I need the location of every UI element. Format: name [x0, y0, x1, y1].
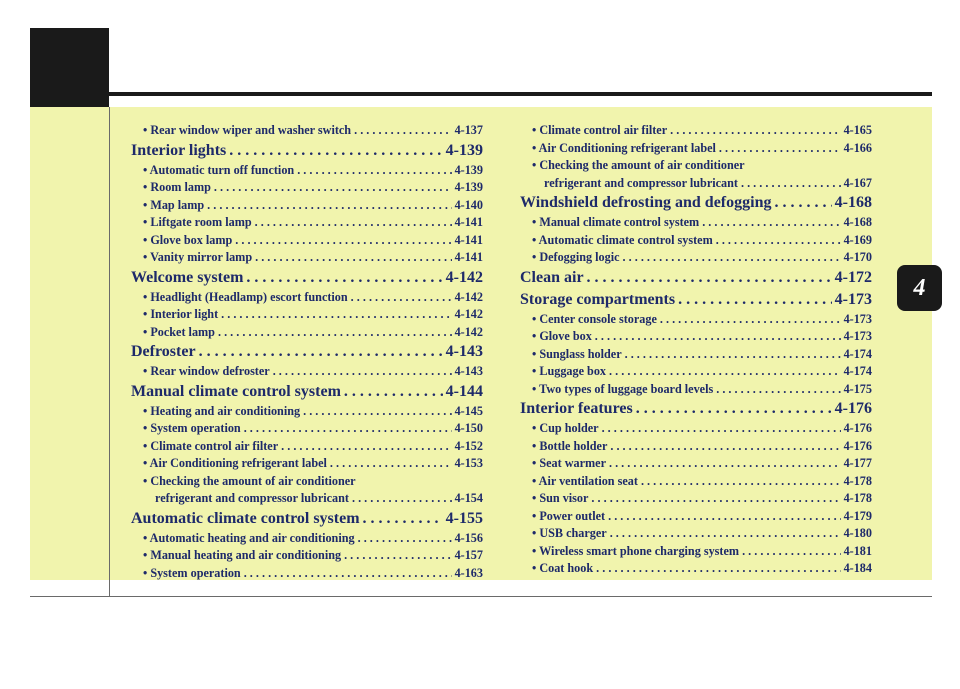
toc-leader-dots	[344, 383, 443, 401]
toc-entry-label: • Automatic heating and air conditioning	[143, 530, 355, 545]
toc-entry-label: • Power outlet	[532, 508, 606, 523]
toc-leader-dots	[625, 347, 841, 362]
toc-page-number: 4-139	[454, 180, 483, 194]
toc-entry[interactable]	[131, 474, 483, 492]
toc-leader-dots	[609, 364, 841, 379]
toc-entry-label: • Rear window defroster	[143, 364, 270, 378]
toc-leader-dots	[221, 307, 451, 322]
toc-page-number: 4-173	[843, 311, 872, 326]
toc-entry[interactable]	[520, 233, 872, 251]
toc-leader-dots	[358, 531, 452, 546]
chapter-corner-block	[30, 28, 109, 107]
toc-entry-label: • Cup holder	[532, 421, 599, 435]
toc-entry[interactable]	[131, 325, 483, 343]
toc-entry[interactable]	[131, 531, 483, 549]
toc-entry-label: Interior lights	[131, 141, 227, 159]
toc-leader-dots	[641, 474, 841, 489]
toc-page-number: 4-178	[843, 473, 872, 488]
toc-page-number: 4-173	[843, 329, 872, 343]
toc-entry-label: Clean air	[520, 268, 584, 286]
toc-page-number: 4-176	[834, 400, 872, 417]
toc-entry[interactable]	[520, 123, 872, 141]
toc-page-number: 4-184	[843, 561, 872, 575]
toc-page-number: 4-167	[843, 175, 872, 190]
toc-leader-dots	[716, 382, 840, 397]
toc-entry-label: • Luggage box	[532, 364, 607, 378]
toc-leader-dots	[351, 290, 452, 305]
toc-page-number: 4-176	[843, 438, 872, 453]
toc-page-number: 4-142	[454, 307, 483, 321]
toc-entry[interactable]	[520, 474, 872, 492]
toc-page-number: 4-172	[834, 268, 872, 286]
toc-entry[interactable]	[131, 215, 483, 233]
toc-section-entry[interactable]	[520, 194, 872, 215]
toc-entry[interactable]	[520, 544, 872, 562]
toc-page-number: 4-137	[454, 123, 483, 137]
toc-page-number: 4-173	[834, 290, 872, 308]
toc-entry-label: Defroster	[131, 343, 196, 360]
toc-leader-dots	[670, 123, 840, 138]
toc-section-entry[interactable]	[131, 269, 483, 290]
toc-page-number: 4-152	[454, 438, 483, 453]
toc-leader-dots	[344, 548, 451, 563]
toc-entry-label: • Rear window wiper and washer switch	[143, 123, 352, 137]
toc-entry-label: • Pocket lamp	[143, 324, 215, 339]
toc-page-number: 4-168	[843, 215, 872, 229]
toc-entry-label: • USB charger	[532, 526, 607, 540]
toc-entry-label: • Interior light	[143, 307, 219, 321]
toc-entry[interactable]	[520, 509, 872, 527]
toc-leader-dots	[741, 176, 841, 191]
toc-page-number: 4-180	[843, 526, 872, 540]
toc-entry-label: refrigerant and compressor lubricant	[544, 175, 738, 190]
toc-entry[interactable]	[520, 561, 872, 579]
footer-rule	[30, 596, 932, 597]
toc-entry[interactable]	[520, 250, 872, 268]
toc-leader-dots	[587, 269, 832, 287]
toc-page-number: 4-163	[454, 565, 483, 580]
toc-page-number: 4-141	[454, 232, 483, 247]
toc-entry-label: • Vanity mirror lamp	[143, 250, 253, 264]
toc-entry[interactable]	[520, 439, 872, 457]
toc-entry-label: Automatic climate control system	[131, 509, 360, 527]
toc-entry-label: • Glove box	[532, 329, 592, 343]
toc-leader-dots	[596, 561, 840, 576]
toc-entry[interactable]	[520, 176, 872, 194]
toc-page-number: 4-174	[843, 364, 872, 378]
toc-section-entry[interactable]	[131, 343, 483, 364]
toc-entry-label: Interior features	[520, 400, 633, 417]
toc-leader-dots	[719, 141, 841, 156]
toc-leader-dots	[623, 250, 841, 265]
toc-entry-label: Storage compartments	[520, 290, 676, 308]
toc-leader-dots	[742, 544, 841, 559]
toc-entry[interactable]	[520, 526, 872, 544]
toc-leader-dots	[702, 215, 840, 230]
toc-entry-label: • Sun visor	[532, 491, 589, 505]
toc-entry[interactable]	[520, 491, 872, 509]
toc-entry-label: • System operation	[143, 565, 241, 580]
toc-page-number: 4-141	[454, 215, 483, 229]
toc-section-entry[interactable]	[131, 510, 483, 531]
toc-entry-label: • Seat warmer	[532, 456, 606, 470]
toc-entry-label: • Glove box lamp	[143, 232, 233, 247]
toc-entry[interactable]	[131, 307, 483, 325]
header-rule	[109, 92, 932, 96]
toc-leader-dots	[229, 142, 442, 160]
toc-entry-label: • Manual climate control system	[532, 215, 700, 229]
toc-entry[interactable]	[131, 566, 483, 584]
toc-leader-dots	[660, 312, 841, 327]
toc-leader-dots	[330, 456, 452, 471]
toc-leader-dots	[591, 491, 840, 506]
toc-entry[interactable]	[131, 198, 483, 216]
toc-entry[interactable]	[520, 329, 872, 347]
toc-page-number: 4-142	[454, 324, 483, 339]
toc-page-number: 4-170	[843, 250, 872, 264]
toc-entry[interactable]	[520, 421, 872, 439]
toc-entry[interactable]	[131, 491, 483, 509]
toc-page-number: 4-176	[843, 421, 872, 435]
toc-entry[interactable]	[131, 421, 483, 439]
toc-entry-label: • Heating and air conditioning	[143, 403, 301, 418]
toc-page-number: 4-174	[843, 346, 872, 361]
toc-page-number: 4-140	[454, 197, 483, 212]
toc-leader-dots	[636, 400, 832, 418]
margin-divider	[109, 107, 110, 597]
toc-entry[interactable]	[520, 312, 872, 330]
toc-entry[interactable]	[131, 548, 483, 566]
toc-leader-dots	[297, 163, 451, 178]
toc-leader-dots	[774, 194, 831, 212]
toc-page-number: 4-144	[445, 382, 483, 400]
toc-page-number: 4-141	[454, 250, 483, 264]
toc-leader-dots	[608, 509, 840, 524]
toc-leader-dots	[609, 456, 841, 471]
toc-page-number: 4-143	[445, 343, 483, 360]
toc-page-number: 4-178	[843, 491, 872, 505]
toc-right-column	[520, 123, 872, 579]
toc-leader-dots	[281, 439, 451, 454]
toc-entry-label: • Air ventilation seat	[532, 473, 638, 488]
toc-page-number: 4-156	[454, 530, 483, 545]
toc-entry[interactable]	[520, 364, 872, 382]
toc-entry[interactable]	[131, 456, 483, 474]
toc-leader-dots	[246, 269, 442, 287]
toc-entry-label: • Automatic turn off function	[143, 162, 295, 177]
toc-entry[interactable]	[131, 163, 483, 181]
toc-section-entry[interactable]	[520, 269, 872, 290]
toc-entry[interactable]	[131, 364, 483, 382]
toc-entry-label: • Manual heating and air conditioning	[143, 548, 342, 562]
toc-entry-label: • Air Conditioning refrigerant label	[143, 456, 327, 470]
toc-entry-label: • Checking the amount of air conditioner	[143, 473, 356, 488]
toc-entry[interactable]	[131, 250, 483, 268]
toc-entry-label: • Sunglass holder	[532, 346, 622, 361]
toc-entry-label: refrigerant and compressor lubricant	[155, 491, 349, 505]
toc-entry-label: • Center console storage	[532, 311, 657, 326]
toc-page-number: 4-142	[454, 289, 483, 304]
toc-page-number: 4-168	[834, 194, 872, 211]
toc-section-entry[interactable]	[131, 383, 483, 404]
toc-left-column	[131, 123, 483, 583]
toc-leader-dots	[207, 198, 451, 213]
toc-entry-label: • Climate control air filter	[143, 438, 279, 453]
toc-leader-dots	[255, 215, 452, 230]
toc-entry-label: • Room lamp	[143, 180, 211, 194]
toc-leader-dots	[363, 510, 443, 528]
toc-page-number: 4-155	[445, 509, 483, 527]
toc-entry[interactable]	[520, 456, 872, 474]
toc-page-number: 4-169	[843, 232, 872, 247]
toc-entry-label: Manual climate control system	[131, 382, 341, 400]
toc-leader-dots	[610, 439, 840, 454]
toc-page-number: 4-179	[843, 508, 872, 523]
toc-entry-label: • Automatic climate control system	[532, 232, 713, 247]
toc-entry[interactable]	[131, 290, 483, 308]
toc-page-number: 4-175	[843, 381, 872, 396]
toc-entry-label: • Liftgate room lamp	[143, 215, 252, 229]
toc-section-entry[interactable]	[520, 400, 872, 421]
toc-leader-dots	[602, 421, 841, 436]
toc-leader-dots	[244, 421, 452, 436]
toc-page-number: 4-157	[454, 548, 483, 562]
toc-entry-label: Welcome system	[131, 268, 244, 286]
toc-entry-label: • Map lamp	[143, 197, 205, 212]
toc-leader-dots	[354, 123, 451, 138]
toc-entry[interactable]	[131, 439, 483, 457]
toc-page-number: 4-153	[454, 456, 483, 470]
toc-entry[interactable]	[131, 233, 483, 251]
toc-entry[interactable]	[131, 404, 483, 422]
toc-leader-dots	[716, 233, 841, 248]
toc-page-number: 4-142	[445, 268, 483, 286]
toc-entry[interactable]	[131, 123, 483, 141]
toc-entry-label: • Coat hook	[532, 561, 594, 575]
toc-leader-dots	[244, 566, 452, 581]
toc-entry[interactable]	[520, 382, 872, 400]
toc-entry-label: • Checking the amount of air conditioner	[532, 158, 745, 172]
toc-entry[interactable]	[520, 158, 872, 176]
toc-entry-label: Windshield defrosting and defogging	[520, 194, 772, 211]
toc-page-number: 4-166	[843, 140, 872, 155]
toc-page-number: 4-145	[454, 403, 483, 418]
toc-leader-dots	[303, 404, 451, 419]
chapter-tab[interactable]: 4	[897, 265, 942, 311]
toc-leader-dots	[678, 291, 832, 309]
toc-section-entry[interactable]	[131, 142, 483, 163]
toc-entry-label: • System operation	[143, 421, 241, 435]
toc-entry[interactable]	[520, 215, 872, 233]
toc-page-number: 4-143	[454, 364, 483, 378]
toc-page-number: 4-154	[454, 491, 483, 505]
toc-leader-dots	[199, 343, 443, 361]
toc-entry-label: • Bottle holder	[532, 438, 608, 453]
toc-page-number: 4-165	[843, 123, 872, 137]
toc-leader-dots	[218, 325, 452, 340]
toc-entry-label: • Wireless smart phone charging system	[532, 543, 740, 558]
toc-entry-label: • Defogging logic	[532, 250, 620, 264]
toc-entry-label: • Air Conditioning refrigerant label	[532, 140, 716, 155]
toc-leader-dots	[273, 364, 452, 379]
toc-entry-label: • Climate control air filter	[532, 123, 668, 137]
toc-page-number: 4-150	[454, 421, 483, 435]
toc-page-number: 4-139	[454, 162, 483, 177]
toc-leader-dots	[214, 180, 452, 195]
toc-entry[interactable]	[520, 347, 872, 365]
toc-leader-dots	[595, 329, 841, 344]
toc-page-number: 4-139	[445, 141, 483, 159]
toc-entry[interactable]	[520, 141, 872, 159]
toc-leader-dots	[255, 250, 451, 265]
toc-section-entry[interactable]	[520, 291, 872, 312]
toc-entry-label: • Headlight (Headlamp) escort function	[143, 289, 348, 304]
toc-entry[interactable]	[131, 180, 483, 198]
toc-leader-dots	[235, 233, 451, 248]
toc-entry-label: • Two types of luggage board levels	[532, 381, 714, 396]
toc-leader-dots	[352, 491, 452, 506]
toc-leader-dots	[610, 526, 841, 541]
toc-page-number: 4-181	[843, 543, 872, 558]
toc-page-number: 4-177	[843, 456, 872, 470]
